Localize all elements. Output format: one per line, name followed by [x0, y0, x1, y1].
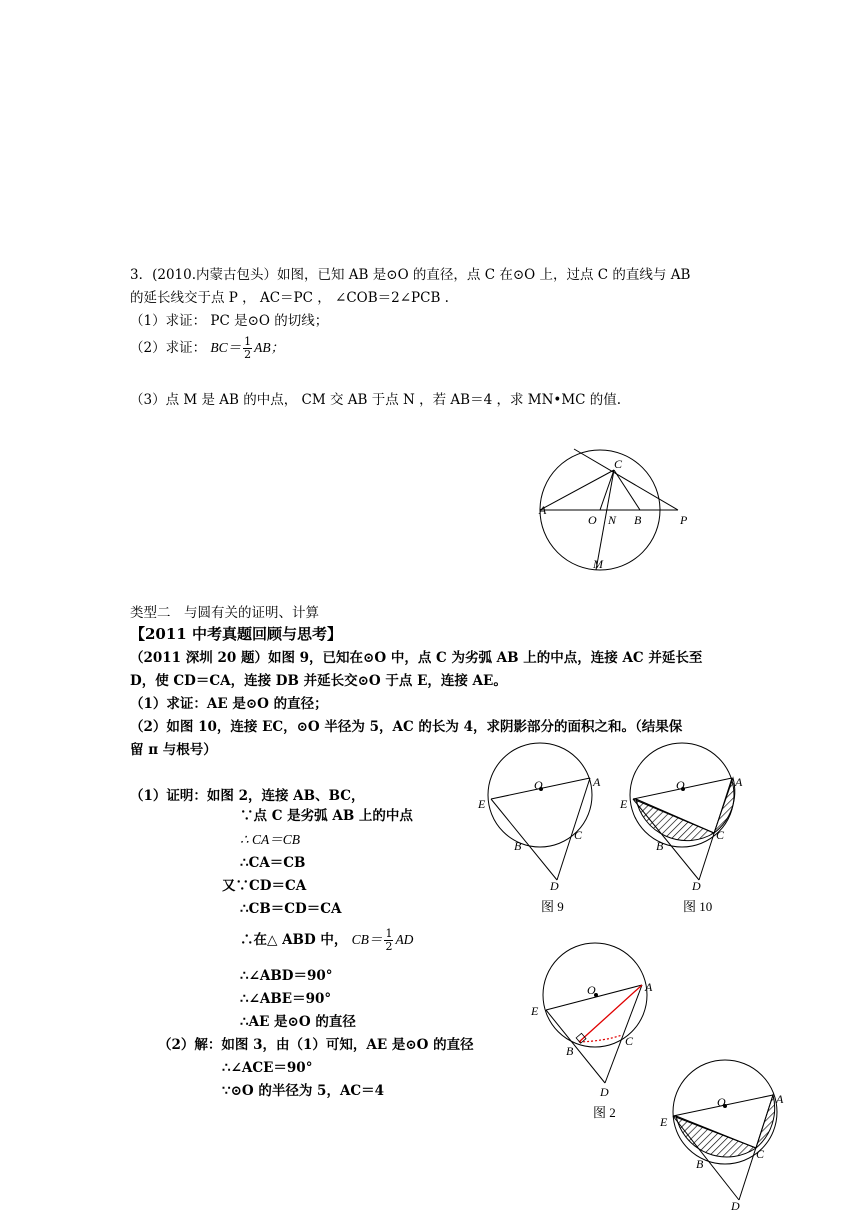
fig3-label-c: C	[756, 1147, 765, 1161]
fig10-label-e: E	[620, 797, 628, 811]
solution-s3	[240, 830, 300, 850]
q2-frac-den: 2	[244, 348, 252, 361]
label-c: C	[614, 457, 623, 471]
fig9-label-e: E	[478, 797, 486, 811]
tangent-line	[574, 449, 678, 510]
s7-frac-den: 2	[385, 940, 393, 953]
problem-p4: （2）如图 10，连接 EC，⊙O 半径为 5，AC 的长为 4，求阴影部分的面积之和。（结果保	[130, 719, 683, 735]
fig10-label-c: C	[716, 828, 725, 842]
type-title: 类型二 与圆有关的证明、计算	[130, 605, 319, 621]
solution-s4: ∴CA＝CB	[240, 855, 306, 871]
fig9-label-b: B	[514, 839, 522, 853]
figure-3	[655, 1040, 800, 1216]
fig10-label-o: O	[676, 778, 685, 792]
fig3-label-e: E	[660, 1115, 668, 1129]
label-m: M	[593, 557, 603, 571]
problem-p2: D，使 CD＝CA，连接 DB 并延长交⊙O 于点 E，连接 AE。	[130, 673, 507, 689]
fig3-label-d: D	[731, 1199, 740, 1213]
solution-s13: ∵⊙O 的半径为 5，AC＝4	[222, 1083, 385, 1099]
fig10-label-d: D	[692, 879, 701, 893]
problem3-line2: 的延长线交于点 P ， AC＝PC ， ∠COB＝2∠PCB .	[130, 290, 449, 306]
fig2-label-e: E	[531, 1004, 539, 1018]
s7-fraction	[384, 928, 393, 953]
q2-formula-left: BC＝	[210, 340, 242, 355]
fig10-caption: 图 10	[683, 899, 713, 914]
fig2-caption: 图 2	[593, 1105, 616, 1120]
fig2-label-c: C	[625, 1034, 634, 1048]
label-o: O	[588, 513, 597, 527]
s7-frac-num: 1	[385, 927, 393, 940]
solution-s7	[240, 928, 413, 953]
fig9-caption: 图 9	[541, 899, 564, 914]
fig9-label-c: C	[574, 828, 583, 842]
problem-p3: （1）求证：AE 是⊙O 的直径；	[130, 696, 328, 712]
q2-frac-num: 1	[244, 335, 252, 348]
solution-s1: （1）证明：如图 2，连接 AB、BC，	[130, 788, 365, 804]
q2-prefix: （2）求证：	[130, 340, 207, 356]
fig2-label-d: D	[600, 1085, 609, 1099]
figure-10	[612, 735, 757, 895]
fig10-label-b: B	[656, 839, 664, 853]
problem3-line1: 3．(2010.内蒙古包头）如图，已知 AB 是⊙O 的直径，点 C 在⊙O 上，过点 C 的直线与 AB	[130, 267, 691, 283]
label-a: A	[539, 503, 547, 517]
problem3-question3: （3）点 M 是 AB 的中点， CM 交 AB 于点 N ，若 AB＝4 ，求 MN•MC 的值.	[130, 392, 622, 408]
problem3-question2	[130, 336, 284, 361]
figure-2	[525, 935, 670, 1105]
solution-s12: ∴∠ACE＝90°	[222, 1060, 313, 1076]
solution-s3-text: ∴ CA＝CB	[240, 832, 300, 847]
s7-left: CB＝	[351, 932, 383, 947]
fig2-label-a: A	[645, 980, 653, 994]
fig3-label-a: A	[776, 1092, 784, 1106]
problem-p1: （2011 深圳 20 题）如图 9，已知在⊙O 中，点 C 为劣弧 AB 上的中点，连接 AC 并延长至	[130, 650, 703, 666]
s7-right: AD	[395, 932, 414, 947]
fig9-label-o: O	[534, 778, 543, 792]
solution-s8: ∴∠ABD＝90°	[240, 968, 333, 984]
fig3-label-o: O	[717, 1095, 726, 1109]
label-b: B	[634, 513, 642, 527]
segment-ed	[491, 799, 557, 880]
problem3-question1: （1）求证： PC 是⊙O 的切线；	[130, 313, 329, 329]
solution-s10: ∴AE 是⊙O 的直径	[240, 1014, 356, 1030]
solution-s6: ∴CB＝CD＝CA	[240, 901, 342, 917]
fig9-label-a: A	[593, 775, 601, 789]
figure-tangent-circle	[530, 440, 710, 580]
label-p: P	[680, 513, 688, 527]
label-n: N	[608, 513, 617, 527]
problem-p5: 留 π 与根号）	[130, 742, 217, 758]
solution-s5: 又∵CD＝CA	[222, 878, 307, 894]
fig9-label-d: D	[550, 879, 559, 893]
solution-s9: ∴∠ABE＝90°	[240, 991, 332, 1007]
solution-s2: ∵点 C 是劣弧 AB 上的中点	[240, 808, 413, 824]
fig3-label-b: B	[696, 1157, 704, 1171]
fig2-label-o: O	[587, 983, 596, 997]
solution-s11: （2）解：如图 3，由（1）可知，AE 是⊙O 的直径	[158, 1037, 474, 1053]
segment-ad	[605, 985, 642, 1083]
fig2-label-b: B	[566, 1044, 574, 1058]
segment-bc	[614, 470, 640, 510]
q2-formula-right: AB；	[254, 340, 285, 355]
s7-prefix: ∴在△ ABD 中，	[240, 932, 348, 948]
fig10-label-a: A	[735, 775, 743, 789]
review-heading: 【2011 中考真题回顾与思考】	[130, 625, 342, 643]
q2-fraction	[243, 336, 252, 361]
figure-9	[470, 735, 615, 895]
